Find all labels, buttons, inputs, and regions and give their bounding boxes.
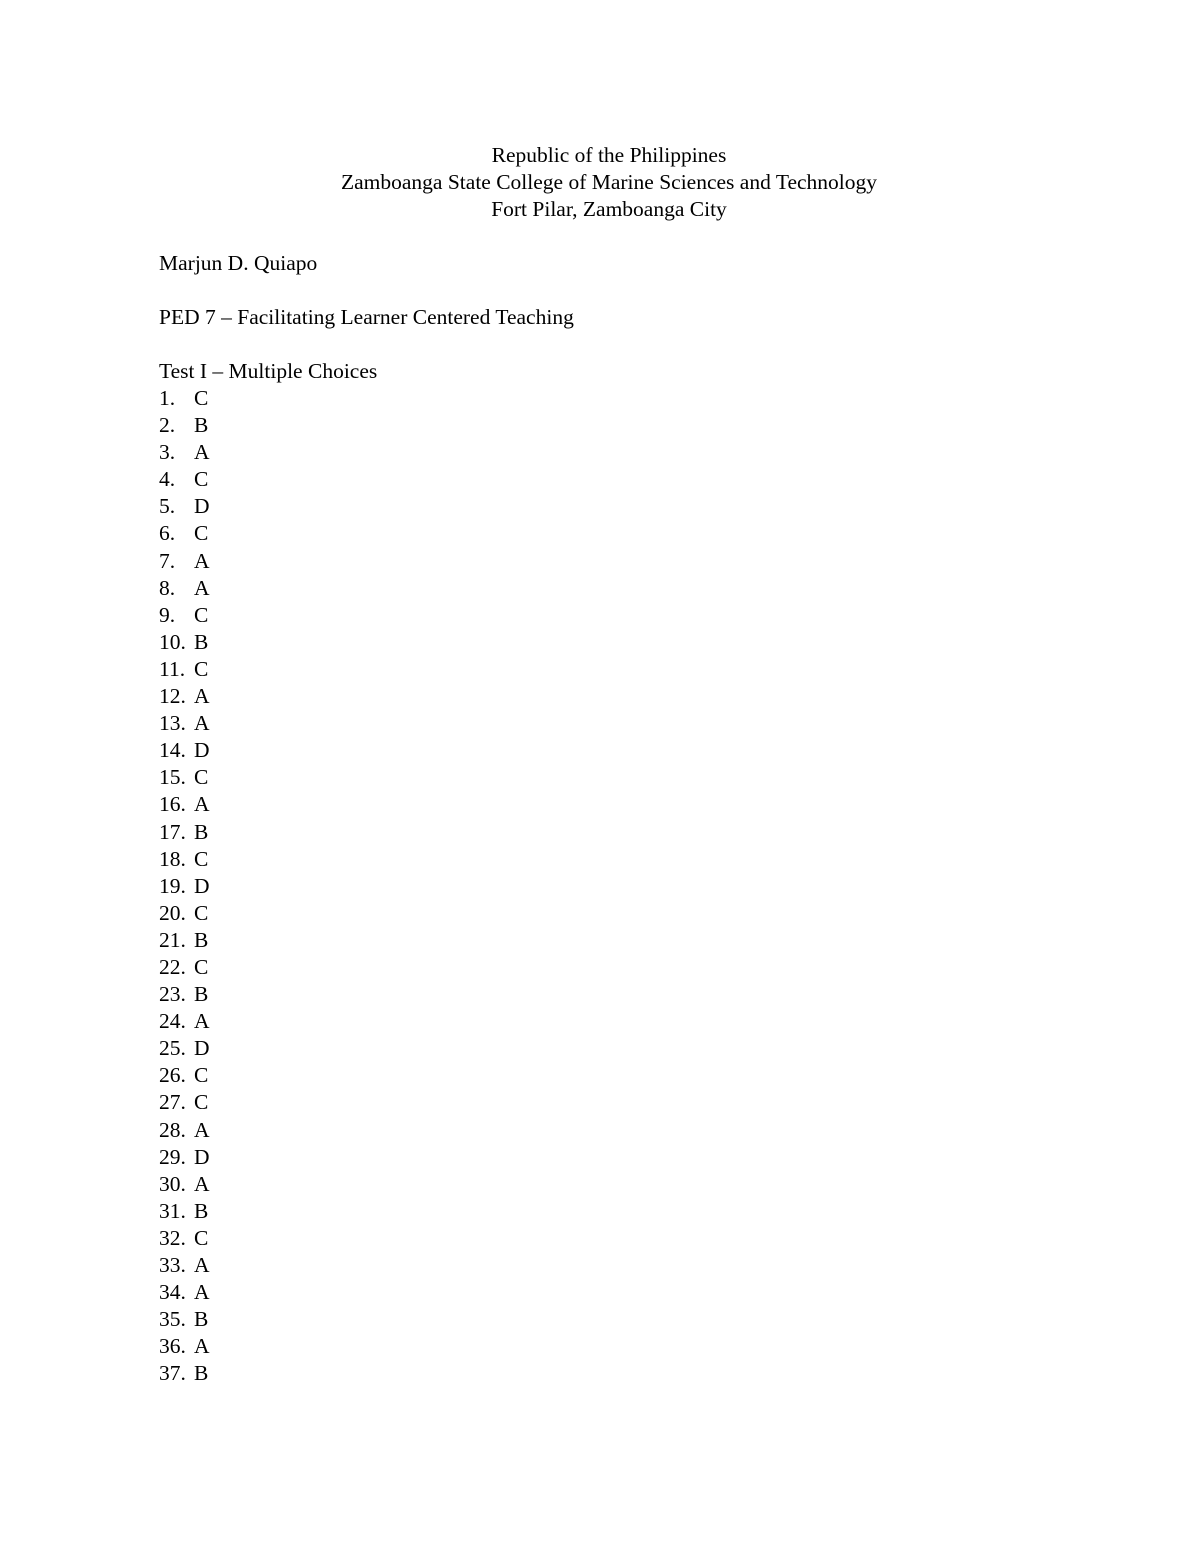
- answer-item: [159, 1306, 210, 1333]
- answer-letter: C: [194, 521, 209, 546]
- answer-item: [159, 1062, 210, 1089]
- answer-number: 19.: [159, 873, 186, 898]
- answer-item: [159, 1225, 210, 1252]
- answer-number: 12.: [159, 684, 186, 709]
- answer-item: [159, 466, 210, 493]
- answer-number: 31.: [159, 1198, 186, 1223]
- answer-item: [159, 493, 210, 520]
- answer-number: 10.: [159, 629, 186, 654]
- answer-item: [159, 1117, 210, 1144]
- answer-item: [159, 873, 210, 900]
- answer-item: [159, 520, 210, 547]
- answer-letter: A: [194, 1334, 210, 1359]
- answer-number: 32.: [159, 1225, 186, 1250]
- answer-item: [159, 954, 210, 981]
- answer-item: [159, 439, 210, 466]
- student-name: Marjun D. Quiapo: [159, 251, 318, 275]
- test-title: Test I – Multiple Choices: [159, 359, 378, 383]
- course-title: PED 7 – Facilitating Learner Centered Teaching: [159, 305, 574, 329]
- answer-number: 24.: [159, 1009, 186, 1034]
- answer-list: [159, 385, 210, 1387]
- answer-number: 27.: [159, 1090, 186, 1115]
- answer-letter: C: [194, 467, 209, 492]
- answer-number: 21.: [159, 927, 186, 952]
- answer-letter: A: [194, 1171, 210, 1196]
- answer-letter: C: [194, 900, 209, 925]
- answer-letter: A: [194, 1009, 210, 1034]
- answer-letter: C: [194, 765, 209, 790]
- answer-letter: C: [194, 954, 209, 979]
- answer-number: 34.: [159, 1280, 186, 1305]
- answer-item: [159, 710, 210, 737]
- document-header: [0, 142, 1200, 223]
- answer-letter: C: [194, 602, 209, 627]
- answer-item: [159, 927, 210, 954]
- answer-number: 18.: [159, 846, 186, 871]
- answer-letter: B: [194, 413, 209, 438]
- header-address: Fort Pilar, Zamboanga City: [491, 197, 727, 222]
- answer-item: [159, 900, 210, 927]
- answer-item: [159, 1089, 210, 1116]
- answer-number: 13.: [159, 711, 186, 736]
- answer-number: 7.: [159, 548, 176, 573]
- answer-item: [159, 1171, 210, 1198]
- answer-item: [159, 656, 210, 683]
- answer-letter: B: [194, 927, 209, 952]
- answer-item: [159, 1360, 210, 1387]
- answer-letter: A: [194, 792, 210, 817]
- answer-item: [159, 1252, 210, 1279]
- answer-letter: A: [194, 575, 210, 600]
- answer-letter: D: [194, 1036, 210, 1061]
- answer-letter: A: [194, 1253, 210, 1277]
- answer-item: [159, 1279, 210, 1306]
- answer-number: 37.: [159, 1361, 186, 1386]
- answer-number: 35.: [159, 1307, 186, 1332]
- answer-item: [159, 683, 210, 710]
- answer-item: [159, 1008, 210, 1035]
- answer-number: 30.: [159, 1171, 186, 1196]
- header-institution: Zamboanga State College of Marine Sciences and Technology: [340, 170, 878, 195]
- answer-letter: B: [194, 982, 209, 1007]
- answer-number: 29.: [159, 1144, 186, 1169]
- answer-number: 14.: [159, 738, 186, 763]
- answer-number: 11.: [159, 656, 186, 681]
- answer-item: [159, 1333, 210, 1360]
- answer-item: [159, 1198, 210, 1225]
- answer-letter: A: [194, 684, 210, 709]
- answer-item: [159, 412, 210, 439]
- answer-item: [159, 548, 210, 575]
- answer-number: 2.: [159, 413, 176, 438]
- answer-item: [159, 819, 210, 846]
- answer-item: [159, 602, 210, 629]
- answer-number: 36.: [159, 1334, 186, 1359]
- answer-item: [159, 385, 210, 412]
- answer-letter: B: [194, 1307, 209, 1332]
- answer-letter: D: [194, 494, 210, 519]
- answer-letter: C: [194, 1225, 209, 1250]
- answer-letter: D: [194, 1144, 210, 1169]
- answer-number: 3.: [159, 440, 176, 465]
- answer-number: 20.: [159, 900, 186, 925]
- answer-letter: B: [194, 1198, 209, 1223]
- answer-letter: C: [194, 846, 209, 871]
- answer-item: [159, 846, 210, 873]
- answer-number: 17.: [159, 819, 186, 844]
- header-country: Republic of the Philippines: [491, 143, 727, 167]
- answer-letter: B: [194, 629, 209, 654]
- answer-letter: A: [194, 711, 210, 736]
- answer-number: 28.: [159, 1117, 186, 1142]
- answer-number: 5.: [159, 494, 176, 519]
- answer-letter: B: [194, 1361, 209, 1386]
- answer-number: 4.: [159, 467, 176, 492]
- answer-number: 1.: [159, 386, 176, 410]
- answer-number: 16.: [159, 792, 186, 817]
- answer-item: [159, 791, 210, 818]
- answer-letter: A: [194, 440, 210, 465]
- answer-item: [159, 629, 210, 656]
- answer-number: 33.: [159, 1253, 186, 1277]
- answer-number: 8.: [159, 575, 176, 600]
- answer-letter: A: [194, 1280, 210, 1305]
- answer-item: [159, 764, 210, 791]
- answer-letter: C: [194, 1063, 209, 1088]
- answer-item: [159, 1144, 210, 1171]
- answer-item: [159, 737, 210, 764]
- answer-number: 22.: [159, 954, 186, 979]
- answer-letter: A: [194, 1117, 210, 1142]
- answer-number: 26.: [159, 1063, 186, 1088]
- answer-letter: D: [194, 873, 210, 898]
- answer-letter: D: [194, 738, 210, 763]
- answer-item: [159, 981, 210, 1008]
- answer-number: 6.: [159, 521, 176, 546]
- answer-letter: C: [194, 386, 209, 410]
- answer-item: [159, 575, 210, 602]
- answer-letter: A: [194, 548, 210, 573]
- answer-item: [159, 1035, 210, 1062]
- answer-number: 23.: [159, 982, 186, 1007]
- answer-number: 25.: [159, 1036, 186, 1061]
- answer-letter: C: [194, 1090, 209, 1115]
- answer-letter: B: [194, 819, 209, 844]
- answer-number: 9.: [159, 602, 176, 627]
- answer-letter: C: [194, 656, 209, 681]
- answer-number: 15.: [159, 765, 186, 790]
